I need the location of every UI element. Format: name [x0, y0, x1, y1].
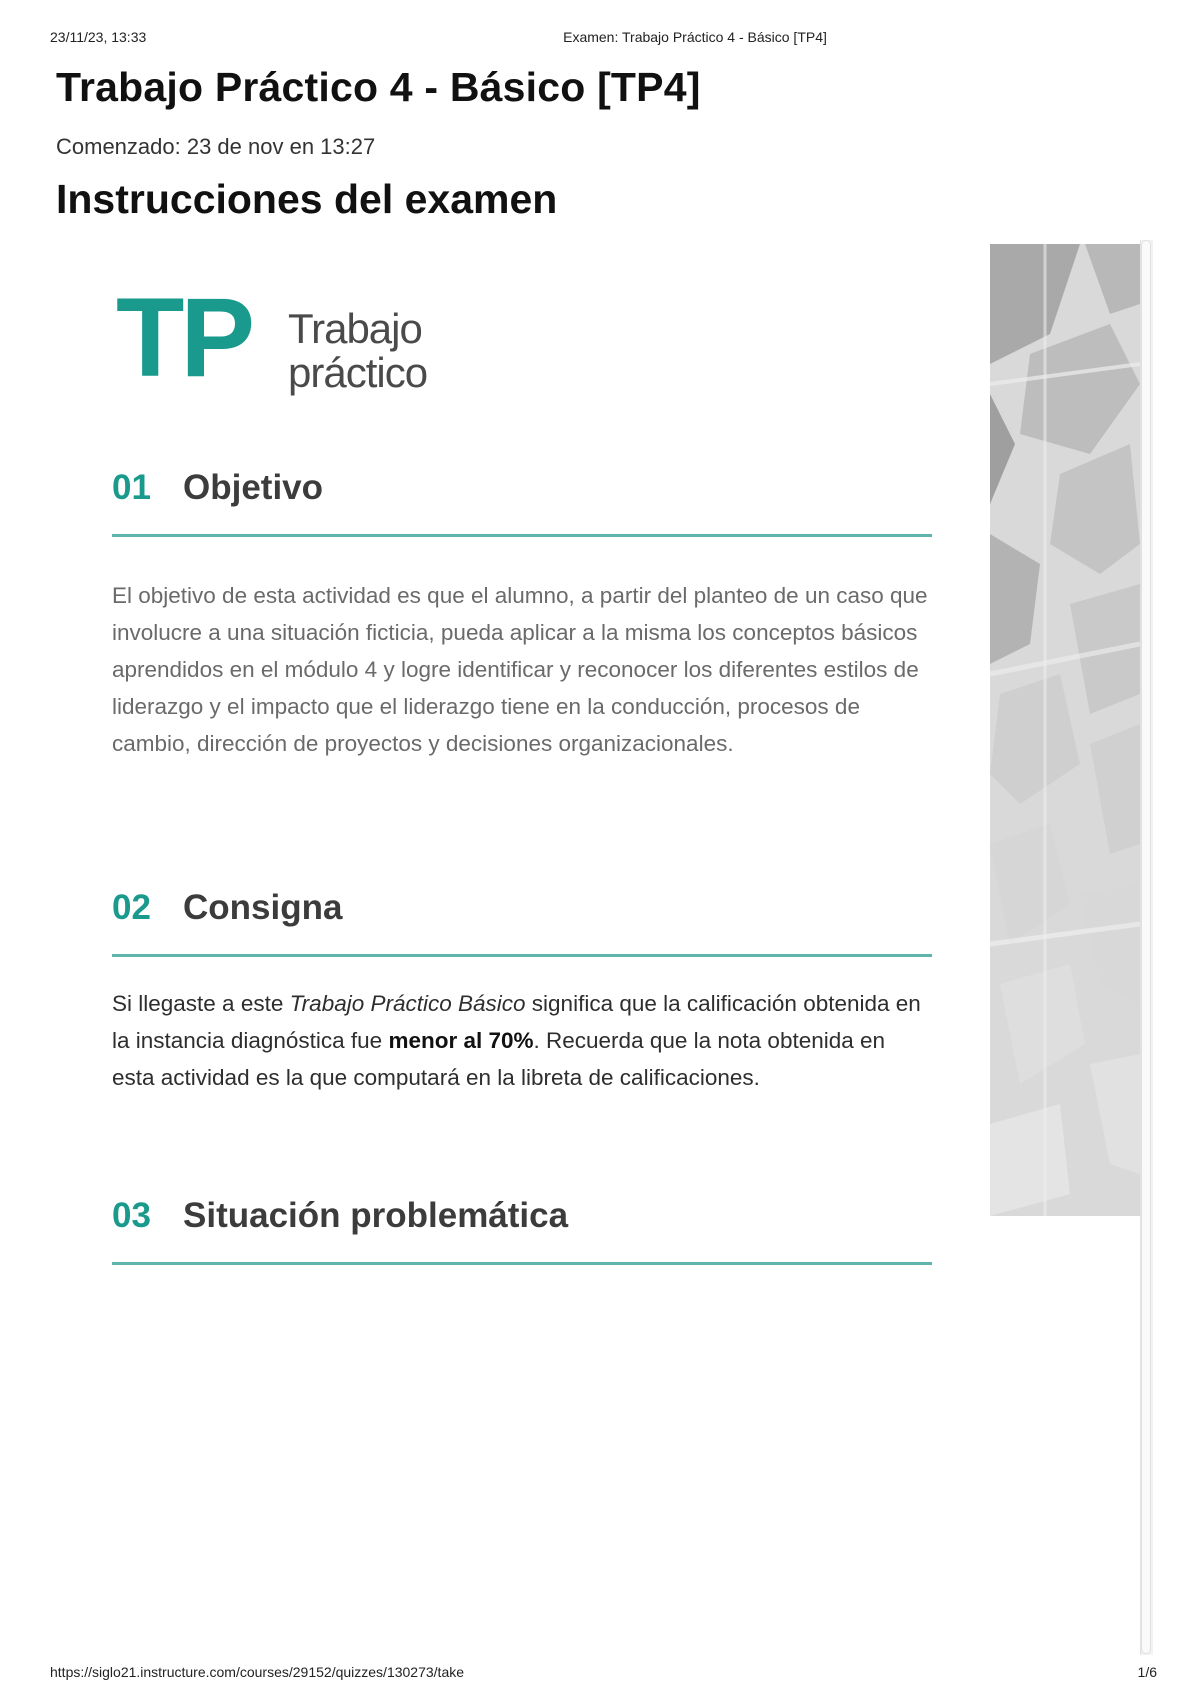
section-number: 02 — [112, 888, 151, 927]
tp-logo-mark: TP — [116, 275, 252, 400]
print-page-number: 1/6 — [1137, 1664, 1157, 1680]
print-url: https://siglo21.instructure.com/courses/29152/quizzes/130273/take — [50, 1664, 465, 1680]
tp-logo-word-line1: Trabajo — [288, 305, 422, 352]
section-header — [112, 468, 932, 537]
print-page-title: Examen: Trabajo Práctico 4 - Básico [TP4] — [563, 29, 827, 45]
section-situacion — [112, 1196, 932, 1265]
tp-logo — [116, 275, 456, 400]
section-title: Consigna — [183, 888, 343, 927]
italic-text: Trabajo Práctico Básico — [289, 991, 526, 1016]
section-text — [112, 985, 932, 1096]
section-title: Situación problemática — [183, 1196, 569, 1235]
section-objetivo — [112, 468, 932, 762]
text-run: significa que la calificación obtenida en la instancia diagnóstica fue — [112, 991, 921, 1053]
text-run: . Recuerda que la nota obtenida en esta actividad es la que computará en la libreta de calificaciones. — [112, 1028, 886, 1090]
section-number: 01 — [112, 468, 151, 507]
bold-text: menor al 70% — [388, 1028, 534, 1053]
section-consigna — [112, 888, 932, 1096]
decorative-image — [990, 244, 1140, 1216]
instructions-heading: Instrucciones del examen — [56, 176, 558, 222]
started-timestamp: Comenzado: 23 de nov en 13:27 — [56, 134, 376, 159]
tp-logo-word-line2: práctico — [288, 349, 428, 396]
decorative-pattern — [990, 244, 1140, 1216]
section-header — [112, 888, 932, 957]
print-date: 23/11/23, 13:33 — [50, 29, 147, 45]
section-text: El objetivo de esta actividad es que el alumno, a partir del planteo de un caso que involucre a una situación ficticia, pueda aplicar a la misma los conceptos básicos aprendidos en el módulo 4 y logre identificar y reconocer los diferentes estilos de liderazgo y el impacto que el liderazgo tiene en la conducción, procesos de cambio, dirección de proyectos y decisiones organizacionales. — [112, 583, 928, 756]
section-number: 03 — [112, 1196, 151, 1235]
quiz-title: Trabajo Práctico 4 - Básico [TP4] — [56, 64, 701, 110]
section-title: Objetivo — [183, 468, 324, 507]
text-run: Si llegaste a este — [112, 991, 290, 1016]
scrollbar-thumb[interactable] — [1141, 240, 1151, 1654]
section-header — [112, 1196, 932, 1265]
